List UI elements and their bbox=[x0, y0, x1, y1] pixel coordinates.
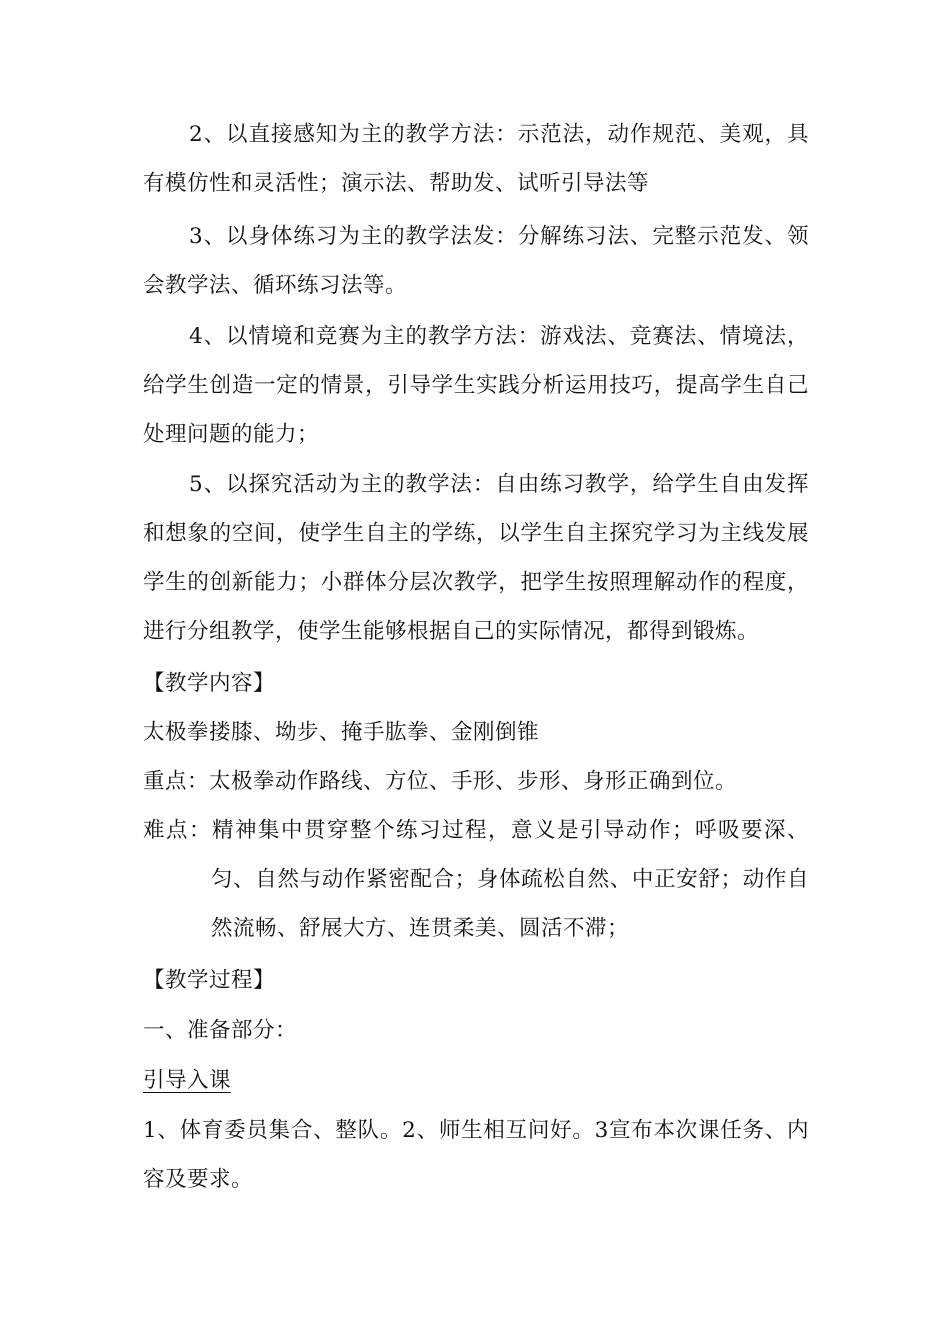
intro-title bbox=[143, 1056, 809, 1105]
key-point: 重点：太极拳动作路线、方位、手形、步形、身形正确到位。 bbox=[143, 769, 738, 794]
difficulty-point: 难点：精神集中贯穿整个练习过程，意义是引导动作；呼吸要深、匀、自然与动作紧密配合；身体疏松自然、中正安舒；动作自然流畅、舒展大方、连贯柔美、圆活不滞； bbox=[143, 818, 809, 941]
method-item-4: 4、以情境和竞赛为主的教学方法：游戏法、竞赛法、情境法，给学生创造一定的情景，引导学生实践分析运用技巧，提高学生自己处理问题的能力； bbox=[143, 324, 809, 447]
content-heading: 【教学内容】 bbox=[143, 671, 276, 696]
process-heading: 【教学过程】 bbox=[143, 968, 276, 993]
intro-steps: 1、体育委员集合、整队。2、师生相互问好。3宣布本次课任务、内容及要求。 bbox=[143, 1118, 809, 1192]
method-item-3: 3、以身体练习为主的教学法发：分解练习法、完整示范发、领会教学法、循环练习法等。 bbox=[143, 224, 809, 298]
method-item-5: 5、以探究活动为主的教学法：自由练习教学，给学生自由发挥和想象的空间，使学生自主的学练，以学生自主探究学习为主线发展学生的创新能力；小群体分层次教学，把学生按照理解动作的程度，进行分组教学，使学生能够根据自己的实际情况，都得到锻炼。 bbox=[143, 472, 809, 644]
intro-title-text: 引导入课 bbox=[143, 1068, 232, 1093]
part-one-heading: 一、准备部分： bbox=[143, 1018, 298, 1043]
method-item-2: 2、以直接感知为主的教学方法：示范法，动作规范、美观，具有模仿性和灵活性；演示法、帮助发、试听引导法等 bbox=[143, 122, 809, 196]
content-topic: 太极拳搂膝、坳步、掩手肱拳、金刚倒锥 bbox=[143, 720, 540, 745]
